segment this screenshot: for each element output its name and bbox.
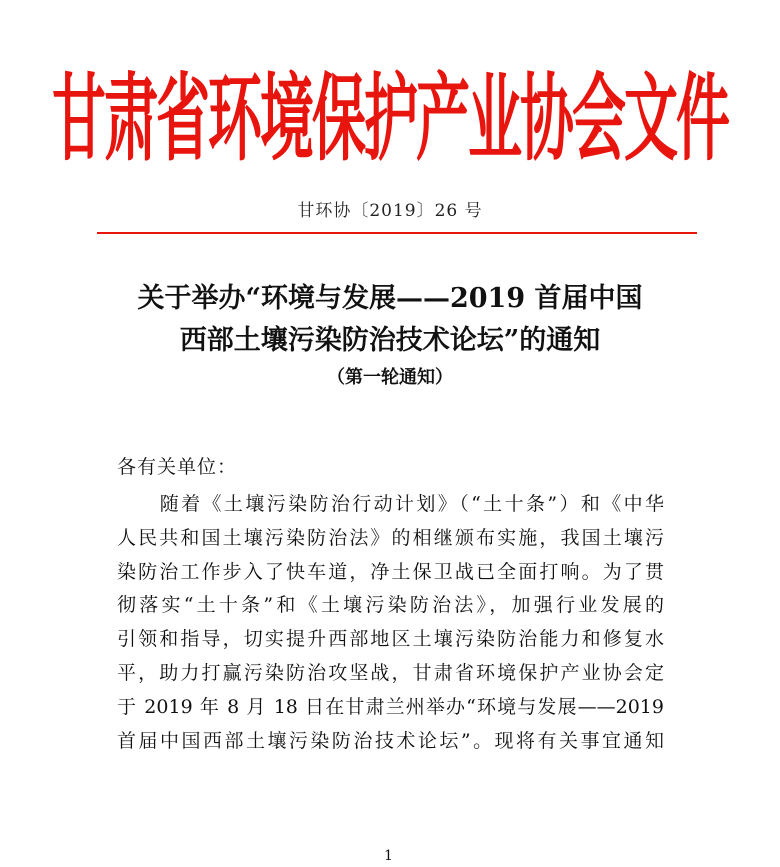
body-line: 平，助力打赢污染防治攻坚战，甘肃省环境保护产业协会定	[117, 661, 664, 684]
salutation: 各有关单位：	[117, 456, 238, 478]
document-number: 甘环协〔2019〕26 号	[297, 201, 483, 221]
body-line: 彻落实“土十条”和《土壤污染防治法》，加强行业发展的	[117, 594, 664, 617]
org-title: 甘肃省环境保护产业协会文件	[52, 62, 728, 174]
body-line: 随着《土壤污染防治行动计划》（“土十条”）和《中华	[117, 493, 664, 515]
body-line: 引领和指导，切实提升西部地区土壤污染防治能力和修复水	[117, 628, 664, 651]
body-line: 人民共和国土壤污染防治法》的相继颁布实施，我国土壤污	[117, 526, 664, 549]
masthead	[0, 56, 780, 174]
body-line: 首届中国西部土壤污染防治技术论坛”。现将有关事宜通知	[117, 729, 664, 752]
notice-title-line-1: 关于举办“环境与发展——2019 首届中国	[137, 283, 643, 314]
red-divider	[97, 232, 697, 234]
notice-subtitle: （第一轮通知）	[327, 367, 453, 388]
notice-title-line-2: 西部土壤污染防治技术论坛”的通知	[179, 325, 601, 356]
body-line: 于 2019 年 8 月 18 日在甘肃兰州举办“环境与发展——2019	[117, 695, 664, 718]
body-text	[117, 488, 664, 758]
page-number: 1	[384, 848, 393, 864]
body-line: 染防治工作步入了快车道，净土保卫战已全面打响。为了贯	[117, 560, 664, 583]
